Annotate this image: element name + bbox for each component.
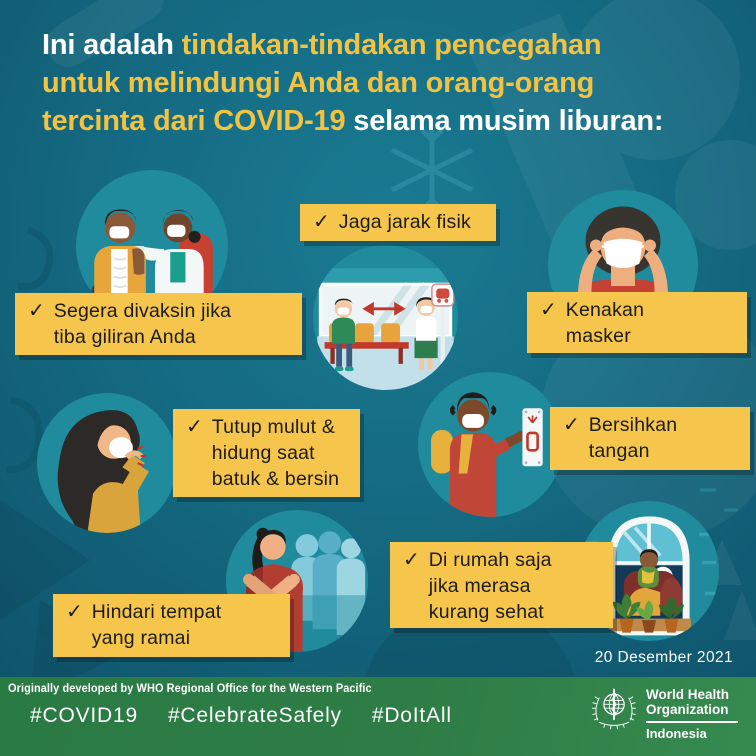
check-icon: ✓: [403, 549, 420, 571]
credit-text: Originally developed by WHO Regional Office for the Western Pacific: [8, 683, 372, 695]
hashtag-covid19: #COVID19: [30, 704, 138, 727]
clean-hands-illustration: [418, 372, 563, 517]
label-stay-home: [390, 542, 613, 628]
check-icon: ✓: [313, 211, 330, 233]
title-segment: tercinta dari COVID-19: [42, 105, 354, 137]
who-region: Indonesia: [646, 726, 707, 741]
hashtag-celebratesafely: #CelebrateSafely: [167, 704, 342, 727]
label-line: tiba giliran Anda: [53, 326, 196, 348]
title-line-1: [42, 26, 663, 64]
label-physical-distance: [300, 204, 496, 241]
title-line-3: [42, 102, 663, 140]
label-clean-hands: [550, 407, 750, 470]
title-segment: selama musim liburan:: [353, 105, 664, 137]
label-get-vaccinated: [15, 293, 302, 355]
who-divider: [646, 721, 738, 723]
title-segment: Ini adalah: [42, 29, 182, 61]
label-cover-cough: [173, 409, 360, 497]
label-line: tangan: [588, 440, 650, 462]
label-wear-mask: [527, 292, 747, 353]
label-line: Jaga jarak fisik: [338, 211, 471, 233]
publish-date: 20 Desember 2021: [594, 649, 733, 666]
check-icon: ✓: [28, 300, 45, 322]
hashtag-row: [30, 704, 452, 728]
label-line: batuk & bersin: [211, 468, 340, 490]
title-line-2: [42, 64, 663, 102]
who-name-line1: World Health: [646, 687, 730, 702]
label-line: Bersihkan: [588, 414, 678, 436]
snowflake-icon: [392, 130, 472, 210]
physical-distancing-illustration: [313, 245, 458, 390]
page-title: [42, 26, 663, 140]
title-segment: untuk melindungi Anda dan orang-orang: [42, 67, 595, 99]
who-logo: [589, 684, 738, 741]
label-line: yang ramai: [91, 627, 191, 649]
label-line: hidung saat: [211, 442, 315, 464]
who-emblem-icon: [589, 684, 639, 734]
title-segment: tindakan-tindakan pencegahan: [181, 29, 602, 61]
label-line: Hindari tempat: [91, 601, 222, 623]
check-icon: ✓: [66, 601, 83, 623]
check-icon: ✓: [540, 299, 557, 321]
check-icon: ✓: [186, 416, 203, 438]
label-line: masker: [565, 325, 631, 347]
label-line: Tutup mulut &: [211, 416, 336, 438]
label-line: Segera divaksin jika: [53, 300, 232, 322]
hashtag-doitall: #DoItAll: [371, 704, 452, 727]
label-line: kurang sehat: [428, 601, 544, 623]
who-name-line2: Organization: [646, 702, 729, 717]
footer-bar: [0, 677, 756, 756]
label-line: jika merasa: [428, 575, 531, 597]
label-line: Di rumah saja: [428, 549, 552, 571]
label-avoid-crowds: [53, 594, 290, 657]
sanitizer-dispenser: [522, 408, 542, 466]
who-wordmark: [646, 684, 738, 741]
cover-cough-illustration: [37, 393, 177, 533]
check-icon: ✓: [563, 414, 580, 436]
label-line: Kenakan: [565, 299, 645, 321]
